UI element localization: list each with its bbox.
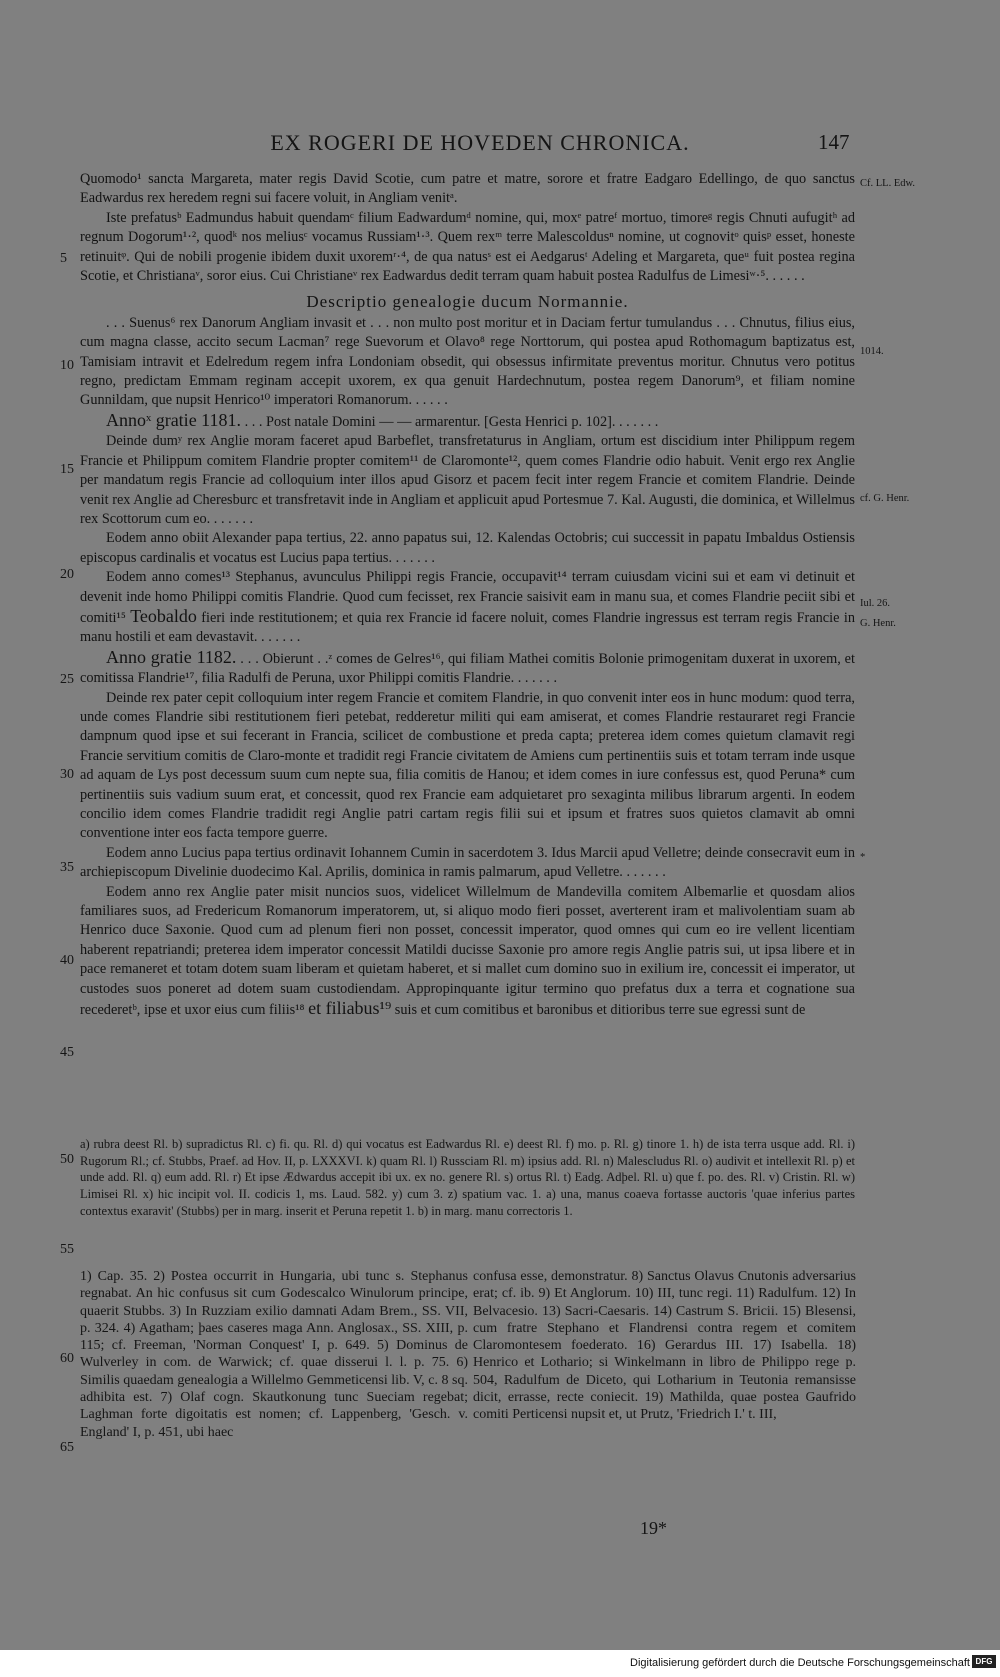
funding-credit: Digitalisierung gefördert durch die Deutsche Forschungsgemeinschaft	[630, 1657, 970, 1669]
paragraph	[80, 648, 855, 689]
paragraph-text: suis et cum comitibus et baronibus et ditioribus terre sue egressi sunt de	[391, 1002, 806, 1019]
margin-note: 1014.	[860, 346, 884, 357]
year-heading: Anno gratie 1182.	[106, 646, 237, 667]
section-title: Descriptio genealogie ducum Normannie.	[306, 292, 629, 312]
line-number: 25	[60, 672, 74, 687]
margin-note: *	[860, 852, 866, 863]
line-number: 30	[60, 767, 74, 782]
dfg-logo: DFG	[972, 1655, 996, 1668]
paragraph: Iste prefatusᵇ Eadmundus habuit quendamᶜ filium Eadwardumᵈ nomine, qui, moxᵉ patreᶠ mortuo, timoreᵍ regis Chnuti aufugitʰ ad regnum Dogorum¹·², quodᵏ nos meliusᶜ vocamus Russiam¹·³. Quem rexᵐ terre Malescoldusⁿ nomine, ut cognovitᵒ quisᵖ esset, honeste retinuitᵠ. Qui de nobili progenie ibidem duxit uxoremʳ·⁴, de qua natusˢ est ei Aedgarusᵗ Adeling et Margareta, queᵘ fuit postea regina Scotie, et Christianaᵛ, soror eius. Cui Christianeᵛ rex Eadwardus dedit terram quam habuit postea Radulfus de Limesiʷ·⁵. . . . . .	[80, 209, 855, 285]
footnotes-left-column	[80, 1268, 468, 1441]
paragraph-text: . . . Post natale Domini — — armarentur. [Gesta Henrici p. 102]. . . . . . .	[241, 413, 659, 430]
page-number: 147	[818, 130, 850, 154]
paragraph	[80, 568, 855, 648]
footnote-text: 1) Cap. 35. 2) Postea occurrit in Hungaria, ubi tunc s. Stephanus regnabat. An hic confusus sit cum Godescalco Winulorum principe, quaerit Stubbs. 3) In Ruzziam exilio damnati Adam Brem., SS. VII, p. 324. 4) Agatham; þaes caseres maga Ann. Anglosax., SS. XIII, p. 115; cf. Freeman, 'Norman Conquest' I, p. 649. 5) Dominus de Wulverley in com. de Warwick; cf. quae disserui l. l. p. 75. 6) Similis quaedam genealogia a Willelmo Gemmeticensi lib. V, c. 8 sq. adhibita est. 7) Olaf cogn. Skautkonung tunc Sueciam regebat; Laghman forte digoitatis est nomen; cf. Lappenberg, 'Gesch. v. England' I, p. 451, ubi haec	[80, 1269, 468, 1440]
year-heading: Annoˣ gratie 1181.	[106, 409, 242, 430]
paragraph: Deinde dumʸ rex Anglie moram faceret apud Barbeflet, transfretaturus in Angliam, ortum est discidium inter Philippum regem Francie et Philippum comitem Flandrie propter comitem¹¹ de Claromonte¹², quem comes Flandrie odio habuit. Venit ergo rex Anglie per mandatum regis Francie ad colloquium inter illos apud Gisorz et pacem fecit inter regem Francie et comitem Flandrie. Deinde venit rex Anglie ad Cheresburc et transfretavit inde in Angliam et applicuit apud Portesmue 7. Kal. Augusti, die dominica, et Willelmus rex Scottorum cum eo. . . . . . .	[80, 433, 855, 527]
paragraph: Deinde rex pater cepit colloquium inter regem Francie et comitem Flandrie, in quo convenit inter eos in hunc modum: quod terra, unde comes Flandrie sibi restitutionem fieri petebat, redderetur militi qui eam amiserat, et comes Flandrie restauraret regi Francie dampnum quod ipse et sui fecerant in Francia, scilicet de combustione et preda capta; preterea idem comes quietum clamavit regi Francie servitium comitis de Claro-monte et tradidit regi Francie civitatem de Amiens cum pertinentiis suis et totam terram inde usque ad aquam de Lys post decessum suum cum nepte sua, filia comitis de Hanou; et idem comes in iure confessus est, quod Peruna* cum pertinentiis suis vadium suum erat, et concessit, quod rex Francie eam adquietaret pro sexaginta milibus librarum argenti. In eodem concilio idem comes Flandrie tradidit regi Anglie patri cartam regis filii sui et ipsum et fratres suos quietos clamavit ab omni conventione inter eos facta tempore guerre.	[80, 689, 855, 842]
margin-note: Iul. 26.	[860, 598, 891, 609]
footnote-text: confusa esse, demonstratur. 8) Sanctus Olavus Cnutonis adversarius erat; cf. ib. 9) Et Anglorum. 10) III, tunc regi. 11) Radulfum. 12) In Belvacesio. 13) Sacri-Caesaris. 14) Castrum S. Bricii. 15) Blesensi, cum fratre Stephano et Flandrensi contra regem et comitem Claromontesem foederato. 16) Gerardus III. 17) Isabella. 18) Henrico et Lothario; si Winkelmann in libro de Philippo rege p. 504, Radulfum de Diceto, qui Lotharium in Teutonia remansisse dicit, errasse, recte coniecit. 19) Mathilda, quae postea Gaufrido comiti Perticensi nupsit et, ut Prutz, 'Friedrich I.' t. III,	[473, 1269, 856, 1423]
paragraph: Eodem anno Lucius papa tertius ordinavit Iohannem Cumin in sacerdotem 3. Idus Marcii apud Velletre; deinde consecravit eum in archiepiscopum Divelinie duodecimo Kal. Aprilis, dominica in ramis palmarum, apud Velletre. . . . . . .	[80, 844, 855, 881]
line-number: 50	[60, 1152, 74, 1167]
line-number: 55	[60, 1242, 74, 1257]
margin-note: Cf. LL. Edw.	[860, 178, 916, 189]
paragraph: Quomodo¹ sancta Margareta, mater regis David Scotie, cum patre et matre, sorore et fratre Eadgaro Edellingo, de quo sanctus Eadwardus rex heredem regni sui facere voluit, in Angliam venitᵃ.	[80, 171, 855, 207]
line-number: 10	[60, 358, 74, 373]
line-number: 20	[60, 567, 74, 582]
main-text	[80, 170, 855, 1020]
paragraph	[80, 411, 855, 432]
name-highlight: Teobaldo	[130, 605, 197, 626]
paragraph-text: Eodem anno comes¹³ Stephanus, avunculus Philippi regis Francie, occupavit¹⁴ terram cuiusdam vicini sui et eam vi detinuit et devenit inde homo Philippi comitis Flandrie. Quod cum fecisset, rex Francie saisivit eam in manu sua, et comes Flandrie peciit sibi et comiti¹⁵	[80, 569, 855, 626]
critical-apparatus	[80, 1136, 855, 1220]
line-number: 40	[60, 953, 74, 968]
paragraph-text: Eodem anno rex Anglie pater misit nuncios suos, videlicet Willelmum de Mandevilla comitem Albemarlie et quosdam alios familiares suos, ad Fredericum Romanorum imperatorem, ut, si aliquo modo fieri posset, averterent iram et malivolentiam suam ab Henrico duce Saxonie. Quod cum ad plenum fieri non posset, concessit imperator, quod omnes qui cum eo ire vellent licentiam haberent repatriandi; preterea idem imperator concessit Matildi ducisse Saxonie pro amore regis Anglie patris sui, ut ipsa libere et in pace remaneret et totam dotem suam liberam et quietam haberet, et si mallet cum domino suo in exilium ire, concessit ei imperator, ut custodes suos poneret ad dotem suam custodiendam. Appropinquante igitur termino quo prefatus dux a terra et cognatione sua recederetᵇ, ipse et uxor eius cum filiis¹⁸	[80, 883, 855, 1019]
paragraph-text: fieri inde restitutionem; et quia rex Francie id facere noluit, comes Flandrie ingressus est terram regis Francie in manu hostili et eam devastavit. . . . . . .	[80, 609, 855, 646]
margin-note: G. Henr.	[860, 618, 896, 629]
signature-mark: 19*	[640, 1518, 667, 1538]
paragraph	[80, 883, 855, 1021]
paragraph-text: . . . Obierunt . .ᶻ comes de Gelres¹⁶, qui filiam Mathei comitis Bolonie primogenitam duxerat in uxorem, et comitissa Flandrie¹⁷, filia Radulfi de Peruna, uxor Philippi comitis Flandrie. . . . . . .	[80, 650, 855, 687]
line-number: 65	[60, 1440, 74, 1455]
margin-note: cf. G. Henr.	[860, 493, 910, 504]
line-number: 5	[60, 251, 67, 266]
name-highlight: et filiabus¹⁹	[308, 998, 392, 1019]
line-number: 45	[60, 1045, 74, 1060]
paragraph: . . . Suenus⁶ rex Danorum Angliam invasit et . . . non multo post moritur et in Daciam fertur tumulandus . . . Chnutus, filius eius, cum magna classe, accito secum Lacman⁷ rege Suevorum et Olavo⁸ rege Norttorum, qui postea apud Rothomagum baptizatus est, Tamisiam intravit et Edelredum regem infra Londoniam obsedit, qui obsessus infirmitate preventus moritur. Chnutus vero potitus regno, predictam Emmam reginam accepit uxorem, ex qua genuit Hardechnutum, postea regem Danorum⁹, et filiam nomine Gunnildam, que nupsit Henrico¹⁰ imperatori Romanorum. . . . . .	[80, 314, 855, 409]
line-number: 60	[60, 1351, 74, 1366]
apparatus-text: a) rubra deest Rl. b) supradictus Rl. c) fi. qu. Rl. d) qui vocatus est Eadwardus Rl. e) deest Rl. f) mo. p. Rl. g) tinore 1. h) de ista terra usque add. Rl. i) Rugorum Rl.; cf. Stubbs, Praef. ad Hov. II, p. LXXXVI. k) quam Rl. l) Russciam Rl. m) ipsius add. Rl. n) Malescludus Rl. o) audivit et intellexit Rl. p) et unde add. Rl. q) eum add. Rl. r) Et ipse Ædwardus accepit ibi ux. ex no. genere Rl. s) ortus Rl. t) Eadg. Adþel. Rl. u) que f. po. des. Rl. v) Cristin. Rl. w) Limisei Rl. x) hic incipit vol. II. codicis 1, ms. Laud. 582. y) cum 3. z) spatium vac. 1. a) una, manus coaeva fortasse auctoris 'quae inferius partes contextus exaravit' (Stubbs) per in marg. inserit et Peruna repetit 1. b) in marg. manu correctoris 1.	[80, 1137, 855, 1218]
footnotes-right-column	[473, 1268, 856, 1424]
paragraph: Eodem anno obiit Alexander papa tertius, 22. anno papatus sui, 12. Kalendas Octobris; cui successit in papatu Imbaldus Ostiensis episcopus cardinalis et vocatus est Lucius papa tertius. . . . . . .	[80, 530, 855, 566]
line-number: 35	[60, 860, 74, 875]
running-title: EX ROGERI DE HOVEDEN CHRONICA.	[270, 130, 690, 155]
line-number: 15	[60, 462, 74, 477]
